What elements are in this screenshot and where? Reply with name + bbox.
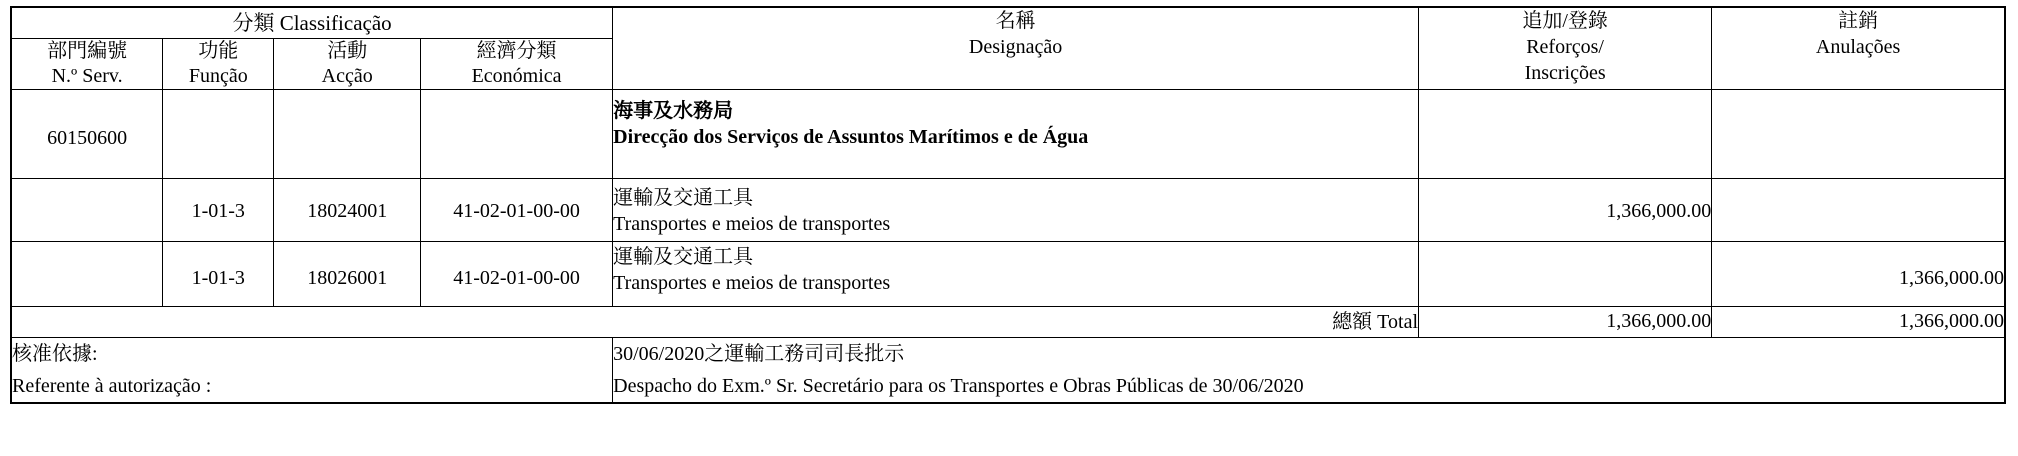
entity-anulacoes-empty: [1712, 90, 2005, 179]
header-acc-pt: Acção: [321, 65, 373, 87]
row-designation: [613, 242, 1419, 307]
total-reforcos: 1,366,000.00: [1419, 307, 1712, 338]
entity-name-pt: Direcção dos Serviços de Assuntos Marítimos e de Água: [613, 126, 1089, 148]
row-econ: 41-02-01-00-00: [421, 179, 613, 242]
row-serv: [11, 179, 163, 242]
total-anulacoes: 1,366,000.00: [1712, 307, 2005, 338]
entity-func-empty: [163, 90, 274, 179]
header-acc: [274, 39, 421, 90]
header-econ: [421, 39, 613, 90]
row-econ: 41-02-01-00-00: [421, 242, 613, 307]
footer-row: [11, 338, 2005, 404]
footer-label-pt: Referente à autorização :: [12, 375, 212, 397]
row-reforcos: [1419, 242, 1712, 307]
header-anulacoes-pt: Anulações: [1815, 36, 1901, 58]
row-designation-zh: 運輸及交通工具: [613, 187, 754, 209]
footer-label-zh: 核准依據:: [12, 343, 98, 365]
header-acc-zh: 活動: [327, 40, 368, 62]
header-serv-pt: N.º Serv.: [51, 65, 123, 87]
header-designation-pt: Designação: [968, 36, 1063, 58]
row-acc: 18026001: [274, 242, 421, 307]
header-func-pt: Função: [188, 65, 248, 87]
header-designation: [613, 7, 1419, 90]
table-row: [11, 242, 2005, 307]
total-label: 總額 Total: [11, 307, 1419, 338]
header-designation-zh: 名稱: [995, 10, 1036, 32]
header-func-zh: 功能: [198, 40, 239, 62]
entity-name-zh: 海事及水務局: [613, 100, 734, 122]
entity-reforcos-empty: [1419, 90, 1712, 179]
header-reforcos: [1419, 7, 1712, 90]
entity-name: [613, 90, 1419, 179]
row-designation-pt: Transportes e meios de transportes: [613, 272, 891, 294]
header-classification-group: 分類 Classificação: [11, 7, 613, 39]
row-anulacoes: [1712, 179, 2005, 242]
header-reforcos-zh: 追加/登錄: [1522, 10, 1608, 32]
header-serv-zh: 部門編號: [47, 40, 128, 62]
header-reforcos-pt1: Reforços/: [1526, 36, 1604, 58]
total-row: [11, 307, 2005, 338]
header-anulacoes-zh: 註銷: [1838, 10, 1879, 32]
entity-econ-empty: [421, 90, 613, 179]
table-row: [11, 179, 2005, 242]
header-econ-zh: 經濟分類: [476, 40, 557, 62]
header-anulacoes: [1712, 7, 2005, 90]
row-serv: [11, 242, 163, 307]
entity-row: [11, 90, 2005, 179]
row-designation-zh: 運輸及交通工具: [613, 246, 754, 268]
table-header: [11, 7, 2005, 90]
header-serv: [11, 39, 163, 90]
header-reforcos-pt2: Inscrições: [1524, 62, 1606, 84]
row-reforcos: 1,366,000.00: [1419, 179, 1712, 242]
row-designation: [613, 179, 1419, 242]
row-func: 1-01-3: [163, 242, 274, 307]
row-anulacoes: 1,366,000.00: [1712, 242, 2005, 307]
footer-value-zh: 30/06/2020之運輸工務司司長批示: [613, 343, 905, 365]
header-func: [163, 39, 274, 90]
row-designation-pt: Transportes e meios de transportes: [613, 213, 891, 235]
header-row-group: [11, 7, 2005, 39]
row-acc: 18024001: [274, 179, 421, 242]
footer-values: [613, 338, 2005, 404]
header-econ-pt: Económica: [471, 65, 562, 87]
row-func: 1-01-3: [163, 179, 274, 242]
footer-labels: [11, 338, 613, 404]
entity-serv-code: 60150600: [11, 90, 163, 179]
budget-table: [10, 6, 2006, 404]
entity-acc-empty: [274, 90, 421, 179]
footer-value-pt: Despacho do Exm.º Sr. Secretário para os Transportes e Obras Públicas de 30/06/2020: [613, 375, 1304, 397]
table-body: [11, 90, 2005, 404]
